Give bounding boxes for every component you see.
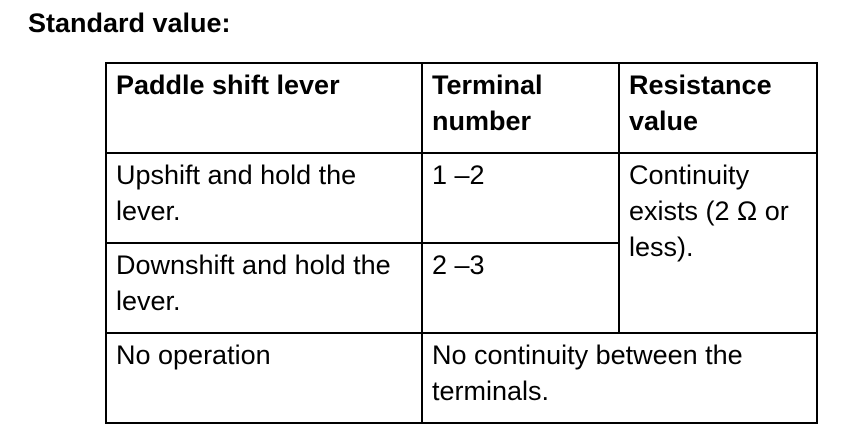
standard-value-heading: Standard value: xyxy=(28,8,231,38)
table-header-row xyxy=(106,63,817,153)
cell-resistance-continuity: Continuity exists (2 Ω or less). xyxy=(619,153,817,333)
header-resistance-value: Resistance value xyxy=(619,63,817,153)
cell-terminal-2-3: 2 –3 xyxy=(422,243,619,333)
cell-no-continuity: No continuity between the terminals. xyxy=(422,333,817,423)
table-row xyxy=(106,333,817,423)
table-row xyxy=(106,153,817,243)
standard-value-table xyxy=(105,62,818,424)
cell-paddle-no-operation: No operation xyxy=(106,333,422,423)
cell-paddle-downshift: Downshift and hold the lever. xyxy=(106,243,422,333)
header-paddle-shift-lever: Paddle shift lever xyxy=(106,63,422,153)
header-terminal-number: Terminal number xyxy=(422,63,619,153)
cell-terminal-1-2: 1 –2 xyxy=(422,153,619,243)
cell-paddle-upshift: Upshift and hold the lever. xyxy=(106,153,422,243)
